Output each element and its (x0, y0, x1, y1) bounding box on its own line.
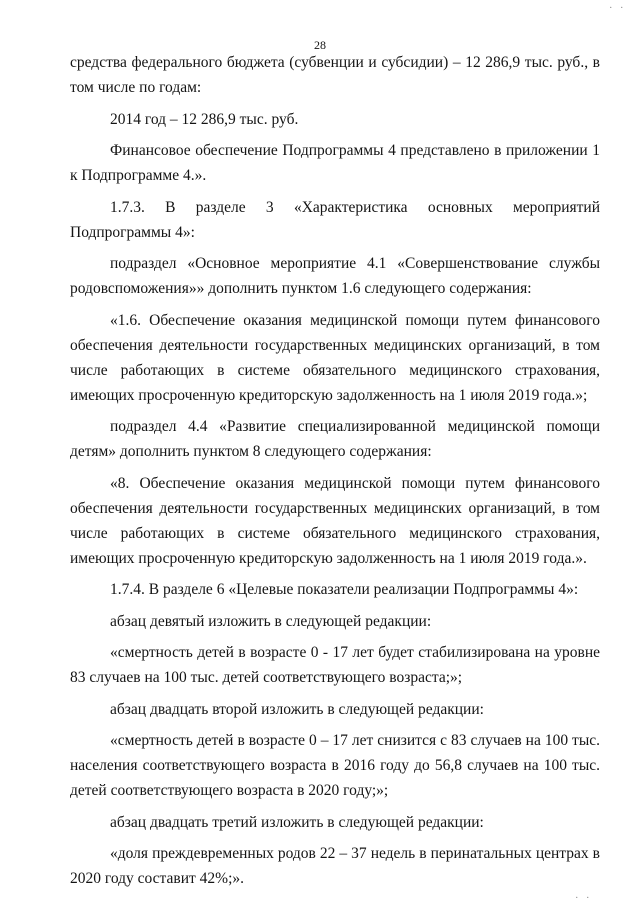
paragraph-twenty-third-abzac: абзац двадцать третий изложить в следующей редакции: (110, 813, 484, 831)
paragraph-subsection-4-1: подраздел «Основное мероприятие 4.1 «Совершенствование службы родовспоможения»» дополнить пунктом 1.6 следующего содержания: (70, 255, 600, 297)
scan-mark-bottom: . . (575, 890, 592, 901)
paragraph-section-1-7-4: 1.7.4. В разделе 6 «Целевые показатели реализации Подпрограммы 4»: (110, 581, 579, 598)
paragraph-ninth-abzac: абзац девятый изложить в следующей редакции: (110, 612, 432, 630)
paragraph-mortality-reduction: «смертность детей в возрасте 0 – 17 лет снизится с 83 случаев на 100 тыс. населения соответствующего возраста в 2016 году до 56,8 случаев на 100 тыс. детей соответствующего возраста в 2020 году;»; (70, 732, 600, 799)
paragraph-premature-births: «доля преждевременных родов 22 – 37 недель в перинатальных центрах в 2020 году составит 42%;». (70, 845, 600, 887)
paragraph-budget-continuation: средства федерального бюджета (субвенции и субсидии) – 12 286,9 тыс. руб., в том числе по годам: (70, 54, 600, 96)
paragraph-item-8: «8. Обеспечение оказания медицинской помощи путем финансового обеспечения деятельности государственных медицинских организаций, в том числе работающих в системе обязательного медицинского страхования, имеющих просроченную кредиторскую задолженность на 1 июля 2019 года.». (70, 474, 600, 567)
paragraph-subsection-4-4: подраздел 4.4 «Развитие специализированной медицинской помощи детям» дополнить пунктом 8 следующего содержания: (70, 418, 600, 460)
document-body (70, 50, 600, 891)
paragraph-mortality-stabilized: «смертность детей в возрасте 0 - 17 лет будет стабилизирована на уровне 83 случаев на 100 тыс. детей соответствующего возраста;»; (70, 644, 600, 686)
paragraph-item-1-6: «1.6. Обеспечение оказания медицинской помощи путем финансового обеспечения деятельности государственных медицинских организаций, в том числе работающих в системе обязательного медицинского страхования, имеющих просроченную кредиторскую задолженность на 1 июля 2019 года.»; (70, 311, 600, 404)
paragraph-2014-amount: 2014 год – 12 286,9 тыс. руб. (110, 110, 299, 128)
page-number: 28 (314, 38, 326, 52)
paragraph-twenty-second-abzac: абзац двадцать второй изложить в следующей редакции: (110, 700, 484, 718)
paragraph-financing-appendix: Финансовое обеспечение Подпрограммы 4 представлено в приложении 1 к Подпрограмме 4.». (70, 142, 600, 184)
paragraph-section-1-7-3: 1.7.3. В разделе 3 «Характеристика основных мероприятий Подпрограммы 4»: (70, 198, 600, 241)
scan-mark-top: . . (609, 0, 626, 11)
